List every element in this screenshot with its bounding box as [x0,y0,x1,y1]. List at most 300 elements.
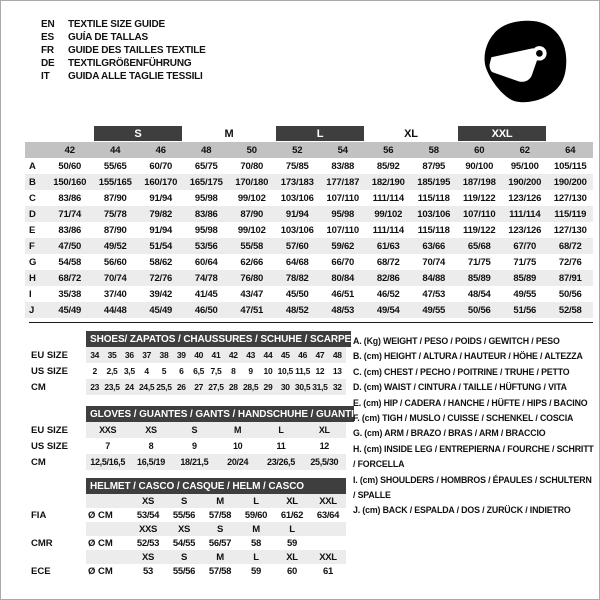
helmet-size-label: L [289,523,295,535]
value-cell: 44 [263,350,273,360]
size-band-label: M [224,127,234,140]
size-band-label [549,125,593,142]
legend-item: I. (cm) SHOULDERS / HOMBROS / ÉPAULES / SCHULTERN / SPALLE [353,474,592,501]
measurement-value: 35/38 [58,288,82,300]
measurement-row [25,190,593,206]
measurement-value: 54/58 [58,256,82,268]
table-row [31,438,346,454]
helmet-size-label: M [252,523,260,535]
value-strip [86,536,346,550]
table-title-row [31,478,346,494]
measurement-value: 107/110 [463,208,496,220]
measurement-value: 187/198 [462,176,496,188]
value-cell: 6,5 [193,366,205,376]
helmet-size-label: S [180,551,188,563]
measurement-value: 72/76 [558,256,582,268]
helmet-size-value: 52/53 [136,537,160,549]
measurement-value: 103/106 [280,224,314,236]
measurement-value: 182/190 [371,176,405,188]
measurement-value: 58/62 [149,256,173,268]
language-title: TEXTILE SIZE GUIDE [68,19,165,30]
measurement-value: 87/90 [240,208,264,220]
measurement-value: 91/94 [149,192,173,204]
size-header: 58 [428,144,439,156]
legend-item: H. (cm) INSIDE LEG / ENTREPIERNA / FOURCHE / SCHRITT / FORCELLA [353,443,594,470]
helmet-size-label: XL [286,551,298,563]
measurement-value: 55/58 [240,240,264,252]
measurement-value: 71/74 [58,208,82,220]
value-cell: 4 [144,366,149,376]
size-strip [86,550,346,564]
value-cell: 29 [263,382,273,392]
band-spacer [25,125,47,142]
measurement-value: 83/86 [58,192,82,204]
measurement-value: 185/195 [417,176,451,188]
row-letter: G [29,256,37,268]
measurement-value: 65/75 [194,160,218,172]
value-cell: 46 [298,350,308,360]
measurement-value: 46/51 [331,288,355,300]
unit-label: Ø CM [88,537,113,549]
value-strip [86,564,346,578]
value-cell: 13 [332,366,342,376]
helmet-standard-label: CMR [31,537,53,549]
measurement-value: 95/98 [331,208,355,220]
measurement-value: 155/165 [98,176,132,188]
row-label: EU SIZE [31,349,68,361]
size-header: 64 [565,144,576,156]
helmet-size-label: XXL [319,551,337,563]
measurement-value: 39/42 [149,288,173,300]
value-cell: 23/26,5 [267,457,295,467]
measurement-value: 103/106 [417,208,451,220]
measurement-value: 111/114 [372,224,404,236]
helmet-size-value: 60 [287,565,297,577]
language-line [41,57,206,70]
value-cell: 9 [191,441,197,451]
size-band-label: XL [404,127,418,140]
helmet-size-value: 59 [287,537,297,549]
value-strip [86,379,346,395]
value-cell: 28 [228,382,238,392]
main-size-table [25,125,593,318]
row-label: CM [31,456,46,468]
measurement-value: 85/92 [376,160,400,172]
value-cell: 27,5 [208,382,224,392]
measurement-value: 79/82 [149,208,173,220]
legend-item: C. (cm) CHEST / PECHO / POITRINE / TRUHE / PETTO [353,366,570,377]
table-row [31,347,346,363]
measurement-value: 68/72 [58,272,82,284]
value-cell: 36 [124,350,134,360]
value-cell: 2 [92,366,97,376]
value-cell: XL [318,425,330,435]
value-cell: 34 [90,350,100,360]
helmet-size-row [31,522,346,536]
measurement-value: 48/53 [331,304,355,316]
measurement-value: 47/50 [58,240,82,252]
measurement-row [25,206,593,222]
value-strip [86,454,346,470]
title-spacer [31,331,86,347]
value-strip [86,347,346,363]
size-header: 60 [474,144,485,156]
measurement-value: 62/66 [240,256,264,268]
measurement-value: 49/52 [103,240,127,252]
language-title: GUIDA ALLE TAGLIE TESSILI [68,71,203,82]
helmet-data-row [31,564,346,578]
language-code: FR [41,45,54,56]
measurement-value: 61/63 [376,240,400,252]
measurement-value: 59/62 [331,240,355,252]
measurement-value: 37/40 [103,288,127,300]
size-band-label: L [276,126,364,141]
language-title: GUIDE DES TAILLES TEXTILE [68,45,206,56]
measurement-value: 87/95 [422,160,446,172]
value-cell: 31,5 [312,382,328,392]
measurement-value: 75/78 [103,208,127,220]
row-label: EU SIZE [31,424,68,436]
value-strip [86,363,346,379]
accessory-tables [31,331,354,578]
value-cell: 10 [263,366,273,376]
measurement-value: 71/75 [467,256,491,268]
size-strip [86,494,346,508]
value-cell: 12 [315,366,325,376]
helmet-size-value: 61/62 [280,509,304,521]
size-band-label [47,125,91,142]
value-cell: 10 [232,441,243,451]
measurement-value: 44/48 [103,304,127,316]
value-cell: 11 [276,441,286,451]
measurement-value: 160/170 [144,176,178,188]
measurement-value: 63/66 [422,240,446,252]
helmet-size-value: 59/60 [244,509,268,521]
language-title-list [41,18,206,83]
measurement-value: 68/72 [376,256,400,268]
value-cell: 30,5 [294,382,311,392]
helmet-size-label: XL [286,495,298,507]
language-line [41,44,206,57]
measurement-value: 177/187 [326,176,360,188]
measurement-value: 56/60 [103,256,127,268]
row-letter: I [29,288,32,300]
helmet-size-label: L [253,495,259,507]
table-row [31,422,346,438]
table-title-row [31,331,352,347]
value-cell: 20/24 [227,457,249,467]
measurement-row [25,270,593,286]
measurement-value: 75/85 [285,160,309,172]
measurement-value: 49/55 [513,288,537,300]
helmet-size-value: 63/64 [316,509,340,521]
measurement-value: 72/76 [149,272,173,284]
helmet-size-value: 55/56 [172,509,196,521]
measurement-row [25,254,593,270]
measurement-value: 107/110 [326,224,359,236]
size-header-row [25,142,593,158]
measurement-value: 66/70 [331,256,355,268]
measurement-value: 65/68 [467,240,491,252]
measurement-row [25,286,593,302]
table-row [31,363,346,379]
value-cell: 9 [248,366,253,376]
helmet-standard-label: ECE [31,565,51,577]
measurement-value: 85/89 [513,272,537,284]
value-cell: 48 [332,350,342,360]
size-band-row [25,125,593,142]
measurement-row [25,158,593,174]
language-line [41,70,206,83]
helmet-size-value: 57/58 [208,565,232,577]
helmet-data-row [31,508,346,522]
helmet-size-label: M [216,551,224,563]
measurement-row [25,222,593,238]
helmet-size-label: S [216,523,224,535]
value-cell: 24,5 [138,382,155,392]
value-cell: 39 [176,350,186,360]
measurement-value: 165/175 [189,176,223,188]
value-cell: 26 [176,382,186,392]
measurement-value: 99/102 [237,192,266,204]
value-cell: 18/21,5 [180,457,209,467]
unit-label: Ø CM [88,565,113,577]
helmet-size-row [31,550,346,564]
helmet-size-label: L [253,551,259,563]
row-label-spacer [31,494,86,508]
table-title: HELMET / CASCO / CASQUE / HELM / CASCO [86,478,346,494]
language-code: EN [41,19,55,30]
value-cell: 23 [90,382,100,392]
measurement-value: 70/74 [422,256,446,268]
helmet-size-value: 58 [251,537,261,549]
table-title: SHOES/ ZAPATOS / CHAUSSURES / SCHUHE / SCARPE [86,331,351,347]
value-cell: 42 [228,350,238,360]
measurement-value: 115/118 [417,224,450,236]
measurement-value: 115/118 [417,192,450,204]
legend-item: J. (cm) BACK / ESPALDA / DOS / ZURÜCK / INDIETRO [353,505,571,516]
row-letter: C [29,192,36,204]
measurement-value: 47/51 [240,304,264,316]
helmet-size-value: 59 [251,565,261,577]
measurement-value: 119/122 [463,192,496,204]
value-cell: 5 [161,366,167,376]
size-header: 46 [155,144,166,156]
helmet-table [31,478,346,578]
measurement-value: 87/90 [103,224,127,236]
measurement-row [25,174,593,190]
measurement-value: 53/56 [194,240,218,252]
measurement-value: 57/60 [285,240,309,252]
measurement-value: 85/89 [467,272,491,284]
row-letter: D [29,208,36,220]
measurement-value: 91/94 [149,224,173,236]
measurement-value: 190/200 [508,176,542,188]
measurement-value: 70/80 [240,160,264,172]
helmet-size-value: 54/55 [172,537,196,549]
value-cell: XXS [99,425,117,435]
value-cell: 45 [280,350,290,360]
size-band-label: S [94,126,182,141]
measurement-value: 46/50 [194,304,218,316]
value-cell: 35 [107,350,117,360]
measurement-value: 190/200 [553,176,587,188]
value-cell: 40 [194,350,204,360]
legend-item: E. (cm) HIP / CADERA / HANCHE / HÜFTE / HIPS / BACINO [353,397,588,408]
measurement-value: 48/54 [467,288,491,300]
row-letter: F [29,240,35,252]
row-label-spacer [31,550,86,564]
measurement-value: 170/180 [235,176,269,188]
measurement-value: 91/94 [285,208,309,220]
helmet-size-value: 57/58 [208,509,232,521]
size-band-label: XXL [458,126,546,141]
measurement-value: 95/98 [194,224,218,236]
legend-item: B. (cm) HEIGHT / ALTURA / HAUTEUR / HÖHE / ALTEZZA [353,351,583,362]
helmet-size-label: XS [141,551,155,563]
measurement-value: 123/126 [508,192,542,204]
size-header: 54 [337,144,348,156]
measurement-value: 99/102 [374,208,403,220]
row-letter: E [29,224,36,236]
measurement-value: 82/86 [376,272,400,284]
row-letter: H [29,272,36,284]
measurement-value: 64/68 [285,256,309,268]
measurement-value: 49/54 [376,304,400,316]
measurement-value: 173/183 [280,176,314,188]
measurement-value: 95/100 [510,160,539,172]
value-cell: 23,5 [104,382,120,392]
value-cell: 37 [142,350,152,360]
value-cell: S [191,425,198,435]
helmet-size-label: XS [177,523,191,535]
legend-item: G. (cm) ARM / BRAZO / BRAS / ARM / BRACCIO [353,428,546,439]
value-cell: 3,5 [123,366,135,376]
row-label: CM [31,381,46,393]
measurement-value: 47/53 [422,288,446,300]
value-cell: 25,5 [156,382,172,392]
helmet-size-value: 53 [143,565,153,577]
measurement-value: 111/114 [509,208,541,220]
helmet-size-label: XS [141,495,155,507]
value-cell: 11,5 [295,366,311,376]
value-cell: 10,5 [277,366,293,376]
value-cell: 12,5/16,5 [90,457,126,467]
value-cell: 2,5 [106,366,118,376]
value-cell: 8 [231,366,236,376]
title-spacer [31,478,86,494]
row-letter: B [29,176,36,188]
measurement-value: 55/65 [103,160,127,172]
legend-item: A. (Kg) WEIGHT / PESO / POIDS / GEWITCH / PESO [353,336,560,346]
measurement-value: 90/100 [465,160,494,172]
measurement-value: 87/91 [558,272,582,284]
value-cell: 16,5/19 [137,457,165,467]
gloves-table [31,406,354,470]
value-cell: 28,5 [242,382,259,392]
value-cell: M [234,425,242,435]
measurement-value: 105/115 [554,160,587,172]
measurement-value: 84/88 [422,272,446,284]
measurement-value: 43/47 [240,288,264,300]
measurement-value: 70/74 [103,272,127,284]
section-divider [29,322,593,323]
measurement-value: 60/64 [194,256,218,268]
measurement-value: 52/58 [558,304,582,316]
measurement-value: 45/49 [149,304,173,316]
language-code: DE [41,58,55,69]
value-cell: 32 [332,382,342,392]
measurement-value: 83/86 [194,208,218,220]
helmet-size-value: 61 [323,565,333,577]
shoes-table [31,331,352,395]
row-letter: J [29,304,35,316]
measurement-value: 107/110 [326,192,359,204]
unit-label: Ø CM [88,509,113,521]
measurement-value: 68/72 [558,240,582,252]
legend-item: D. (cm) WAIST / CINTURA / TAILLE / HÜFTUNG / VITA [353,382,567,393]
size-strip [86,522,346,536]
legend-item: F. (cm) TIGH / MUSLO / CUISSE / SCHENKEL / COSCIA [353,413,574,424]
language-code: ES [41,32,54,43]
measurement-value: 45/49 [58,304,82,316]
size-header: 50 [246,144,257,156]
helmet-size-label: M [216,495,224,507]
measurement-value: 83/86 [58,224,82,236]
title-spacer [31,406,86,422]
measurement-legend [353,334,595,519]
table-title-row [31,406,354,422]
helmet-size-label: S [180,495,188,507]
measurement-value: 119/122 [463,224,496,236]
measurement-value: 111/114 [372,192,404,204]
helmet-size-label: XXL [319,495,337,507]
measurement-value: 49/55 [422,304,446,316]
value-cell: 24 [124,382,134,392]
row-label: US SIZE [31,365,68,377]
value-strip [86,438,346,454]
measurement-value: 48/52 [285,304,309,316]
measurement-row [25,238,593,254]
measurement-value: 74/78 [194,272,218,284]
helmet-size-row [31,494,346,508]
measurement-value: 50/56 [558,288,582,300]
size-header: 44 [110,144,121,156]
measurement-value: 67/70 [513,240,537,252]
size-header: 56 [383,144,394,156]
value-cell: 25,5/30 [310,457,339,467]
value-strip [86,508,346,522]
measurement-value: 99/102 [237,224,266,236]
helmet-icon [477,14,573,110]
helmet-size-value: 55/56 [172,565,196,577]
language-title: TEXTILGRÖßENFÜHRUNG [68,58,192,69]
value-cell: 7 [105,441,111,451]
measurement-value: 50/60 [58,160,82,172]
language-code: IT [41,71,50,82]
measurement-value: 95/98 [194,192,218,204]
size-header: 52 [292,144,303,156]
helmet-standard-label: FIA [31,509,47,521]
table-row [31,379,346,395]
row-label-spacer [31,522,86,536]
measurement-value: 51/54 [149,240,173,252]
measurement-value: 78/82 [285,272,309,284]
measurement-value: 76/80 [240,272,264,284]
helmet-size-label: XXS [138,523,158,535]
measurement-value: 87/90 [103,192,127,204]
measurement-value: 127/130 [553,224,587,236]
